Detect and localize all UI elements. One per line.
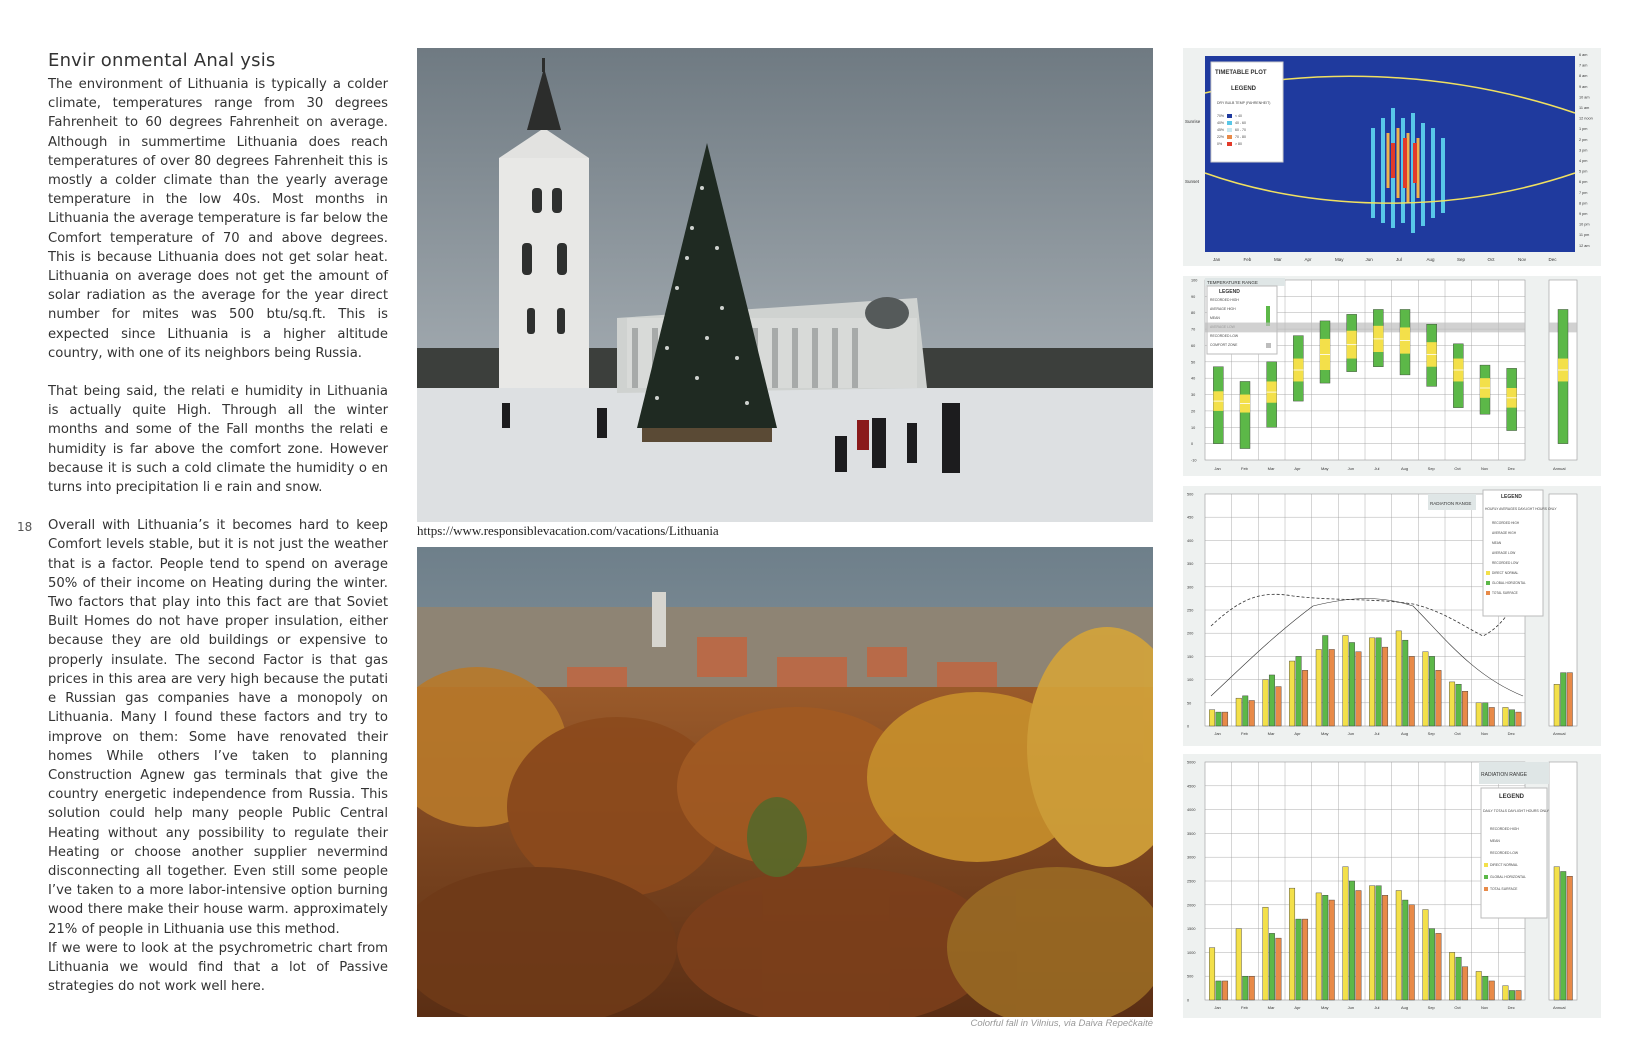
temp-range-title: TEMPERATURE RANGE — [1207, 280, 1258, 285]
hr-bar-jun-global-horizontal — [1349, 642, 1355, 726]
hr-legend-item: GLOBAL HORIZONTAL — [1492, 581, 1526, 585]
hr-y-tick: 400 — [1187, 538, 1194, 543]
dr-y-tick: 5000 — [1187, 760, 1196, 765]
dr-bar-feb-total-surface — [1249, 976, 1255, 1000]
hr-legend-item: TOTAL SURFACE — [1492, 591, 1518, 595]
timetable-hour-label: 10 am — [1579, 95, 1590, 100]
timetable-hour-label: 11 am — [1579, 106, 1590, 110]
temp-month-label: May — [1321, 466, 1329, 471]
dr-bar-mar-global-horizontal — [1269, 933, 1275, 1000]
dr-y-tick: 4000 — [1187, 808, 1196, 813]
temp-y-tick: 90 — [1191, 294, 1196, 299]
dr-legend-swatch — [1484, 875, 1488, 879]
dr-legend-item: RECORDED LOW — [1490, 851, 1519, 855]
hr-legend-title: LEGEND — [1501, 494, 1522, 500]
dr-bar-sep-global-horizontal — [1429, 929, 1435, 1000]
hourly-radiation-chart — [1183, 486, 1601, 746]
timetable-hour-label: 6 am — [1579, 53, 1588, 57]
timetable-hour-label: 9 pm — [1579, 212, 1588, 216]
temp-legend-title: LEGEND — [1219, 289, 1240, 295]
timetable-hour-label: 8 pm — [1579, 201, 1588, 206]
hr-bar-jun-total-surface — [1356, 652, 1362, 726]
timetable-legend-swatch — [1227, 121, 1232, 125]
dr-bar-apr-total-surface — [1302, 919, 1308, 1000]
hr-bar-aug-global-horizontal — [1403, 640, 1409, 726]
hr-y-tick: 450 — [1187, 515, 1194, 520]
temp-y-tick: 50 — [1191, 360, 1196, 365]
dr-legend-sub: DAILY TOTALS DAYLIGHT HOURS ONLY — [1483, 809, 1550, 813]
temp-y-tick: 20 — [1191, 409, 1196, 414]
hr-month-label: Oct — [1454, 731, 1461, 736]
timetable-hour-label: 9 am — [1579, 84, 1588, 89]
hr-bar-nov-global-horizontal — [1483, 703, 1489, 726]
timetable-hour-label: 6 pm — [1579, 180, 1588, 185]
hr-month-label: May — [1321, 731, 1329, 736]
temp-legend-item: AVERAGE HIGH — [1210, 307, 1236, 311]
dr-month-label: Dec — [1507, 1005, 1515, 1010]
dr-bar-jun-total-surface — [1356, 891, 1362, 1000]
temp-y-tick: 10 — [1191, 425, 1196, 430]
dr-legend-swatch — [1484, 863, 1488, 867]
hr-bar-dec-total-surface — [1516, 712, 1522, 726]
temp-month-label: Apr — [1294, 466, 1301, 471]
timetable-month-label: Aug — [1426, 257, 1435, 262]
timetable-legend-sub: DRY BULB TEMP (FAHRENHEIT) — [1217, 101, 1271, 105]
hr-bar-feb-direct-normal — [1236, 698, 1242, 726]
timetable-hour-label: 12 noon — [1579, 116, 1593, 121]
temp-y-tick: 80 — [1191, 311, 1196, 316]
dr-bar-dec-global-horizontal — [1509, 990, 1515, 1000]
timetable-legend-range: 40 - 60 — [1235, 121, 1246, 125]
hr-bar-jul-global-horizontal — [1376, 638, 1382, 726]
hr-bar-apr-direct-normal — [1289, 661, 1295, 726]
dr-bar-jan-global-horizontal — [1216, 981, 1222, 1000]
temp-y-tick: 60 — [1191, 343, 1196, 348]
hr-bar-mar-total-surface — [1276, 687, 1282, 726]
row-label-sunset: Sunset — [1185, 179, 1200, 184]
hr-bar-nov-total-surface — [1489, 707, 1495, 726]
hr-y-tick: 150 — [1187, 654, 1194, 659]
photo-source-url: https://www.responsiblevacation.com/vacations/Lithuania — [417, 523, 719, 538]
dr-month-label: Feb — [1241, 1005, 1248, 1010]
temp-y-tick: 30 — [1191, 393, 1196, 398]
temp-legend-item: RECORDED LOW — [1210, 334, 1239, 338]
temp-legend-swatch — [1266, 343, 1271, 348]
dr-bar-feb-direct-normal — [1236, 929, 1242, 1000]
timetable-month-label: Nov — [1518, 257, 1527, 262]
timetable-legend-percent: 70% — [1217, 114, 1225, 118]
dr-legend-item: DIRECT NORMAL — [1490, 863, 1519, 867]
temp-month-label: Jan — [1214, 466, 1221, 471]
timetable-legend-swatch — [1227, 142, 1232, 146]
hr-legend-item: RECORDED LOW — [1492, 561, 1519, 565]
dr-bar-jul-total-surface — [1382, 895, 1388, 1000]
section-heading: Envir onmental Anal ysis — [48, 50, 276, 71]
dr-y-tick: 0 — [1187, 998, 1190, 1003]
dr-bar-aug-total-surface — [1409, 905, 1415, 1000]
hr-bar-jun-direct-normal — [1343, 636, 1349, 726]
dr-bar-mar-direct-normal — [1263, 907, 1269, 1000]
temp-month-label: Jul — [1374, 466, 1380, 471]
dr-month-label: Aug — [1401, 1005, 1409, 1010]
temp-y-tick: 40 — [1191, 376, 1196, 381]
timetable-hour-label: 1 pm — [1579, 127, 1588, 132]
dr-bar-may-direct-normal — [1316, 893, 1322, 1000]
timetable-legend-swatch — [1227, 128, 1232, 132]
dr-month-label: Apr — [1294, 1005, 1301, 1010]
dr-month-label: Jun — [1347, 1005, 1355, 1010]
dr-month-label: Nov — [1481, 1005, 1489, 1010]
temp-month-label: Sep — [1427, 466, 1435, 471]
hr-month-label: Feb — [1241, 731, 1248, 736]
timetable-plot-chart — [1183, 48, 1601, 266]
photo-caption: Colorful fall in Vilnius, via Daiva Repečkaitė — [970, 1018, 1153, 1029]
hr-legend-item: MEAN — [1492, 541, 1502, 545]
hr-bar-feb-global-horizontal — [1243, 696, 1249, 726]
timetable-hour-label: 5 pm — [1579, 169, 1588, 174]
dr-y-tick: 3000 — [1187, 855, 1196, 860]
autumn-vilnius-photo — [417, 547, 1153, 1017]
dr-bar-jun-global-horizontal — [1349, 881, 1355, 1000]
hr-y-tick: 0 — [1187, 724, 1190, 729]
dr-legend-item: MEAN — [1490, 839, 1500, 843]
temperature-range-chart — [1183, 276, 1601, 476]
hr-bar-annual-direct-normal — [1554, 684, 1560, 726]
hr-y-tick: 300 — [1187, 585, 1194, 590]
hr-bar-sep-global-horizontal — [1429, 656, 1435, 726]
hr-y-tick: 50 — [1187, 701, 1192, 706]
hr-month-label: Jan — [1214, 731, 1221, 736]
timetable-month-label: Jul — [1396, 257, 1402, 262]
dr-bar-jan-direct-normal — [1209, 948, 1215, 1000]
timetable-month-label: Feb — [1243, 257, 1252, 262]
timetable-hour-label: 11 pm — [1579, 233, 1590, 238]
temp-month-label: Aug — [1401, 466, 1409, 471]
dr-month-label: Jan — [1214, 1005, 1221, 1010]
timetable-hour-label: 4 pm — [1579, 159, 1588, 163]
text-column — [48, 50, 388, 1015]
dr-bar-aug-global-horizontal — [1403, 900, 1409, 1000]
hr-month-label: Jul — [1374, 731, 1380, 736]
dr-y-tick: 1000 — [1187, 950, 1196, 955]
hr-bar-jan-total-surface — [1222, 712, 1228, 726]
timetable-title: TIMETABLE PLOT — [1215, 70, 1267, 76]
dr-legend-item: TOTAL SURFACE — [1490, 887, 1518, 891]
hr-month-label: Dec — [1507, 731, 1515, 736]
hr-month-label: Nov — [1481, 731, 1489, 736]
dr-bar-dec-direct-normal — [1503, 986, 1509, 1000]
hr-y-tick: 350 — [1187, 562, 1194, 567]
dr-bar-jun-direct-normal — [1343, 867, 1349, 1000]
hr-bar-mar-global-horizontal — [1269, 675, 1275, 726]
dr-bar-annual-global-horizontal — [1561, 871, 1567, 1000]
hr-bar-aug-total-surface — [1409, 656, 1415, 726]
dr-annual-label: Annual — [1553, 1005, 1566, 1010]
paragraph-psychrometric: If we were to look at the psychrometric chart from Lithuania we would find that a lot of Passive strategies do not work well here. — [48, 940, 388, 995]
hr-bar-sep-direct-normal — [1423, 652, 1429, 726]
hr-bar-jan-direct-normal — [1209, 710, 1215, 726]
timetable-legend-swatch — [1227, 135, 1232, 139]
temp-month-label: Feb — [1241, 466, 1248, 471]
temp-month-label: Jun — [1347, 466, 1355, 471]
temp-y-tick: 70 — [1191, 327, 1196, 332]
comfort-zone-band — [1205, 323, 1525, 333]
dr-bar-nov-direct-normal — [1476, 971, 1482, 1000]
dr-bar-aug-direct-normal — [1396, 891, 1402, 1000]
hr-bar-dec-global-horizontal — [1509, 710, 1515, 726]
temp-legend-item: COMFORT ZONE — [1210, 343, 1238, 347]
dr-bar-oct-global-horizontal — [1456, 957, 1462, 1000]
timetable-hour-label: 7 pm — [1579, 190, 1588, 195]
timetable-hour-label: 7 am — [1579, 63, 1588, 68]
hr-bar-mar-direct-normal — [1263, 680, 1269, 726]
temp-month-label: Oct — [1454, 466, 1461, 471]
dr-bar-nov-total-surface — [1489, 981, 1495, 1000]
hr-legend-item: DIRECT NORMAL — [1492, 571, 1519, 575]
row-label-sunrise: Sunrise — [1185, 119, 1201, 124]
timetable-legend-range: < 40 — [1235, 114, 1242, 118]
timetable-hour-label: 12 am — [1579, 243, 1590, 248]
dr-bar-may-total-surface — [1329, 900, 1335, 1000]
hr-bar-jan-global-horizontal — [1216, 712, 1222, 726]
timetable-legend-range: > 80 — [1235, 142, 1242, 146]
hr-legend-item: AVERAGE HIGH — [1492, 531, 1517, 535]
timetable-month-label: Dec — [1548, 257, 1557, 262]
dr-month-label: Oct — [1454, 1005, 1461, 1010]
dr-y-tick: 2000 — [1187, 903, 1196, 908]
hr-bar-may-direct-normal — [1316, 649, 1322, 726]
temp-y-tick: 0 — [1191, 442, 1194, 447]
timetable-legend-percent: 0% — [1217, 142, 1223, 146]
dr-bar-annual-direct-normal — [1554, 867, 1560, 1000]
hr-y-tick: 100 — [1187, 678, 1194, 683]
hr-bar-oct-direct-normal — [1449, 682, 1455, 726]
hr-bar-dec-direct-normal — [1503, 707, 1509, 726]
hr-radiation-title: RADIATION RANGE — [1430, 501, 1472, 506]
timetable-hour-label: 8 am — [1579, 74, 1588, 79]
temp-bar-feb — [1240, 381, 1250, 448]
timetable-month-label: May — [1335, 257, 1344, 262]
timetable-legend-percent: 40% — [1217, 121, 1225, 125]
page-number: 18 — [17, 520, 33, 534]
paragraph-climate: The environment of Lithuania is typically a colder climate, temperatures range from 30 degrees Fahrenheit to 60 degrees Fahrenheit on average. Although in summertime Lithuania does reach temperatures of over 80 degrees Fahrenheit this is mostly a colder climate than the yearly average temperature in the low 40s. Most months in Lithuania the average temperature is far below the Comfort temperature of 70 and above degrees. This is because Lithuania does not get solar heat. Lithuania on average does not get the amount of solar radiation as the average for the year direct number for mites was 500 btu/sq.ft. This is expected since Lithuania is a higher altitude country, with one of its neighbors being Russia. — [48, 77, 388, 361]
temp-y-tick: 100 — [1191, 278, 1198, 283]
dr-bar-jul-direct-normal — [1369, 886, 1375, 1000]
dr-bar-nov-global-horizontal — [1483, 976, 1489, 1000]
timetable-hour-label: 2 pm — [1579, 137, 1588, 142]
timetable-legend-title: LEGEND — [1231, 86, 1257, 92]
dr-bar-sep-direct-normal — [1423, 910, 1429, 1000]
dr-month-label: Sep — [1427, 1005, 1435, 1010]
hr-bar-nov-direct-normal — [1476, 703, 1482, 726]
timetable-month-label: Jun — [1365, 257, 1373, 262]
hr-bar-may-total-surface — [1329, 649, 1335, 726]
timetable-month-label: Jan — [1213, 257, 1221, 262]
dr-y-tick: 3500 — [1187, 831, 1196, 836]
dr-bar-apr-direct-normal — [1289, 888, 1295, 1000]
hr-legend-swatch — [1486, 591, 1490, 595]
timetable-legend-swatch — [1227, 114, 1232, 118]
dr-legend-item: RECORDED HIGH — [1490, 827, 1519, 831]
dr-radiation-title: RADIATION RANGE — [1481, 772, 1528, 778]
hr-legend-sub: HOURLY AVERAGES DAYLIGHT HOURS ONLY — [1485, 507, 1557, 511]
dr-y-tick: 1500 — [1187, 927, 1196, 932]
hr-bar-sep-total-surface — [1436, 670, 1442, 726]
temp-month-label: Mar — [1267, 466, 1275, 471]
dr-y-tick: 2500 — [1187, 879, 1196, 884]
temp-month-label: Dec — [1507, 466, 1515, 471]
hr-month-label: Apr — [1294, 731, 1301, 736]
temp-annual-label: Annual — [1553, 466, 1566, 471]
timetable-legend-range: 70 - 80 — [1235, 135, 1246, 139]
temp-y-tick: -10 — [1191, 458, 1197, 463]
timetable-legend-percent: 22% — [1217, 135, 1225, 139]
dr-bar-feb-global-horizontal — [1243, 976, 1249, 1000]
dr-y-tick: 500 — [1187, 974, 1194, 979]
hr-bar-aug-direct-normal — [1396, 631, 1402, 726]
daily-radiation-chart — [1183, 754, 1601, 1018]
hr-legend-swatch — [1486, 581, 1490, 585]
dr-bar-dec-total-surface — [1516, 990, 1522, 1000]
hr-legend-swatch — [1486, 571, 1490, 575]
temp-month-label: Nov — [1481, 466, 1489, 471]
hr-bar-jul-total-surface — [1382, 647, 1388, 726]
hr-month-label: Jun — [1347, 731, 1355, 736]
hr-bar-jul-direct-normal — [1369, 638, 1375, 726]
hr-month-label: Aug — [1401, 731, 1409, 736]
hr-bar-annual-global-horizontal — [1561, 673, 1567, 726]
winter-cathedral-photo — [417, 48, 1153, 522]
dr-bar-annual-total-surface — [1567, 876, 1573, 1000]
dr-bar-jan-total-surface — [1222, 981, 1228, 1000]
timetable-month-label: Mar — [1274, 257, 1282, 262]
timetable-month-label: Apr — [1304, 257, 1312, 262]
timetable-month-label: Oct — [1487, 257, 1495, 262]
dr-month-label: Jul — [1374, 1005, 1380, 1010]
dr-bar-apr-global-horizontal — [1296, 919, 1302, 1000]
paragraph-heating: Overall with Lithuania’s it becomes hard to keep Comfort levels stable, but it is not just the weather that is a factor. People tend to spend on average 50% of their income on Heating during the winter. Two factors that play into this fact are that Soviet Built Homes do not have proper insulation, either because they are old buildings or expensive to properly insulate. The second Factor is that gas prices in this area are very high because the putati e Russian gas companies have a monopoly on Lithuania. Many I found these factors and try to improve on them: Some have renovated their homes While others I’ve taken to planning Construction Agnew gas terminals that give the country energetic independence from Russia. This solution could help many people Public Central Heating without any possibility to regulate their Heating or choose another supplier nevermind disconnecting all together. Even still some people I’ve taken to a more labor-intensive option burning wood there make their house warm. approximately 21% of people in Lithuania use this method. — [48, 518, 388, 937]
hr-y-tick: 500 — [1187, 492, 1194, 497]
dr-bar-sep-total-surface — [1436, 933, 1442, 1000]
hr-bar-apr-total-surface — [1302, 670, 1308, 726]
dr-bar-oct-direct-normal — [1449, 952, 1455, 1000]
hr-bar-oct-total-surface — [1462, 691, 1468, 726]
hr-month-label: Mar — [1267, 731, 1275, 736]
dr-bar-jul-global-horizontal — [1376, 886, 1382, 1000]
paragraph-humidity: That being said, the relati e humidity in Lithuania is actually quite High. Through all the winter months and some of the Fall months the relati e humidity is far above the comfort zone. However because it is such a cold climate the humidity o en turns into precipitation li e rain and snow. — [48, 384, 388, 496]
dr-bar-oct-total-surface — [1462, 967, 1468, 1000]
dr-legend-swatch — [1484, 887, 1488, 891]
hr-legend-item: RECORDED HIGH — [1492, 521, 1520, 525]
temp-legend-item: MEAN — [1210, 316, 1220, 320]
hr-bar-annual-total-surface — [1567, 673, 1573, 726]
dr-y-tick: 4500 — [1187, 784, 1196, 789]
dr-bar-may-global-horizontal — [1323, 895, 1329, 1000]
timetable-hour-label: 10 pm — [1579, 222, 1590, 227]
hr-bar-feb-total-surface — [1249, 700, 1255, 726]
timetable-month-label: Sep — [1457, 257, 1466, 262]
hr-legend-item: AVERAGE LOW — [1492, 551, 1516, 555]
dr-legend-title: LEGEND — [1499, 794, 1525, 800]
hr-month-label: Sep — [1427, 731, 1435, 736]
hr-annual-label: Annual — [1553, 731, 1566, 736]
hr-bar-oct-global-horizontal — [1456, 684, 1462, 726]
timetable-legend-percent: 45% — [1217, 128, 1225, 132]
timetable-legend-range: 60 - 70 — [1235, 128, 1246, 132]
hr-y-tick: 250 — [1187, 608, 1194, 613]
timetable-hour-label: 3 pm — [1579, 148, 1588, 153]
hr-bar-apr-global-horizontal — [1296, 656, 1302, 726]
dr-month-label: Mar — [1267, 1005, 1275, 1010]
hr-y-tick: 200 — [1187, 631, 1194, 636]
hr-bar-may-global-horizontal — [1323, 636, 1329, 726]
dr-legend-item: GLOBAL HORIZONTAL — [1490, 875, 1526, 879]
dr-month-label: May — [1321, 1005, 1329, 1010]
dr-bar-mar-total-surface — [1276, 938, 1282, 1000]
temp-legend-item: RECORDED HIGH — [1210, 298, 1239, 302]
